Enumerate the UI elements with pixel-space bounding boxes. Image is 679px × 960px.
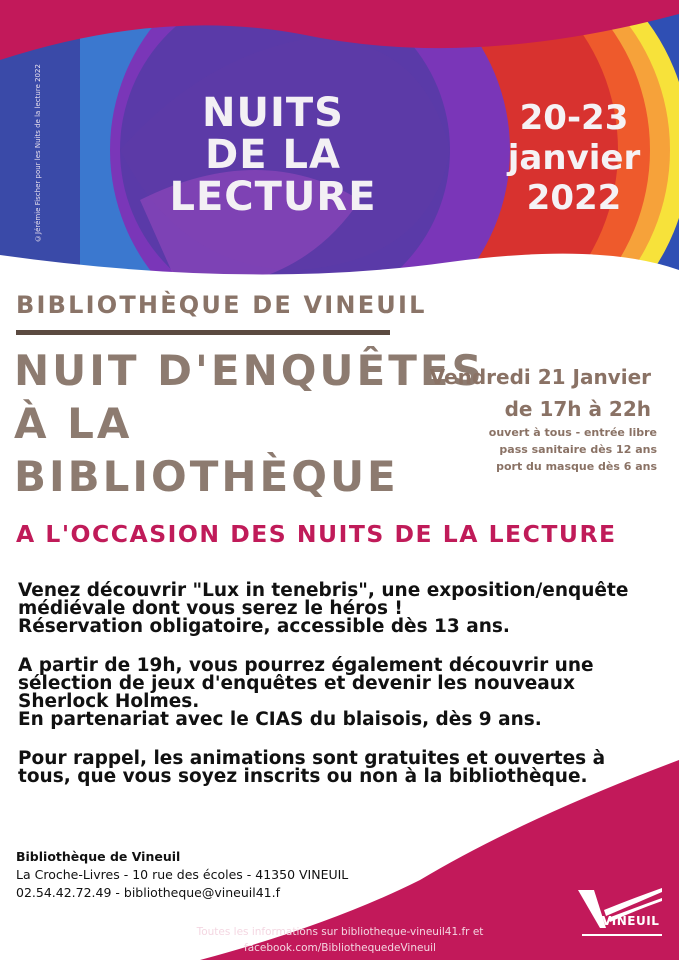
contact-block — [16, 848, 348, 902]
footer-note-line: Toutes les informations sur bibliotheque-vineuil41.fr et — [196, 926, 484, 938]
event-day: Vendredi 21 Janvier — [429, 365, 651, 389]
footer-note-line: facebook.com/BibliothequedeVineuil — [244, 942, 436, 954]
divider — [16, 330, 390, 335]
banner-title-line: LECTURE — [169, 174, 377, 220]
paragraph-line: Pour rappel, les animations sont gratuites et ouvertes à — [18, 748, 606, 769]
occasion-heading: A L'OCCASION DES NUITS DE LA LECTURE — [16, 520, 617, 548]
event-title-line: À LA — [14, 399, 133, 448]
banner-title-line: DE LA — [205, 132, 341, 178]
contact-name: Bibliothèque de Vineuil — [16, 849, 181, 864]
footer-note — [170, 924, 510, 956]
banner-dates — [494, 98, 654, 218]
banner — [0, 0, 679, 290]
banner-title-line: NUITS — [202, 90, 344, 136]
paragraph-line: médiévale dont vous serez le héros ! — [18, 598, 403, 619]
vineuil-logo-icon — [574, 880, 666, 942]
contact-address: La Croche-Livres - 10 rue des écoles - 41350 VINEUIL — [16, 867, 349, 882]
event-title-line: NUIT D'ENQUÊTES — [14, 346, 485, 395]
banner-date-line: janvier — [507, 138, 641, 178]
banner-title — [168, 92, 378, 218]
paragraph-line: sélection de jeux d'enquêtes et devenir les nouveaux — [18, 673, 575, 694]
logo-text: VINEUIL — [602, 914, 660, 928]
paragraph-games — [18, 657, 658, 729]
banner-date-line: 20-23 — [519, 98, 629, 138]
event-title — [14, 344, 485, 503]
paragraph-line: Réservation obligatoire, accessible dès 13 ans. — [18, 616, 510, 637]
event-date — [430, 361, 651, 425]
event-title-line: BIBLIOTHÈQUE — [14, 452, 399, 501]
paragraph-line: En partenariat avec le CIAS du blaisois, dès 9 ans. — [18, 709, 542, 730]
paragraph-line: Venez découvrir "Lux in tenebris", une exposition/enquête — [18, 580, 629, 601]
paragraph-exhibition — [18, 582, 658, 636]
paragraph-line: Sherlock Holmes. — [18, 691, 200, 712]
event-info-line: pass sanitaire dès 12 ans — [499, 443, 657, 456]
paragraph-line: tous, que vous soyez inscrits ou non à la bibliothèque. — [18, 766, 588, 787]
library-name: BIBLIOTHÈQUE DE VINEUIL — [16, 291, 427, 319]
event-info-line: ouvert à tous - entrée libre — [488, 426, 657, 439]
event-info — [489, 424, 657, 475]
paragraph-line: A partir de 19h, vous pourrez également découvrir une — [18, 655, 594, 676]
event-hours: de 17h à 22h — [504, 397, 651, 421]
banner-date-line: 2022 — [526, 178, 622, 218]
event-info-line: port du masque dès 6 ans — [496, 460, 657, 473]
banner-credit: ©Jérémie Fischer pour les Nuits de la lecture 2022 — [34, 64, 42, 242]
contact-phone-email: 02.54.42.72.49 - bibliotheque@vineuil41.f — [16, 885, 281, 900]
